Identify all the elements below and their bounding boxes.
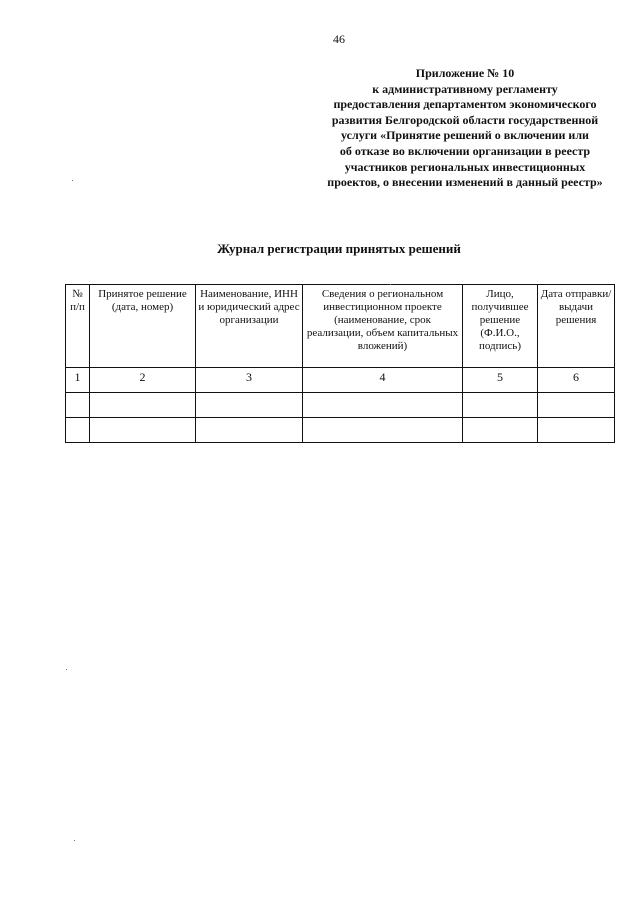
header-cell-number: № п/п	[66, 285, 90, 368]
appendix-line: об отказе во включении организации в реестр	[339, 143, 591, 158]
column-number: 6	[538, 368, 615, 393]
table-cell	[303, 418, 463, 443]
table-cell	[66, 418, 90, 443]
table-row-empty	[66, 418, 615, 443]
table-cell	[90, 393, 196, 418]
appendix-title: Приложение № 10	[415, 66, 515, 80]
column-number: 5	[463, 368, 538, 393]
column-number: 3	[196, 368, 303, 393]
column-number: 1	[66, 368, 90, 393]
page-number: 46	[333, 32, 345, 46]
journal-title: Журнал регистрации принятых решений	[217, 241, 461, 256]
appendix-line: развития Белгородской области государственной	[331, 112, 599, 127]
scan-speck	[72, 180, 73, 181]
table-cell	[196, 393, 303, 418]
table-cell	[538, 418, 615, 443]
table-header-row	[66, 285, 615, 368]
table-cell	[463, 393, 538, 418]
table-cell	[538, 393, 615, 418]
header-cell-date: Дата отправки/ выдачи решения	[538, 285, 615, 368]
table-row-empty	[66, 393, 615, 418]
scan-speck	[390, 284, 391, 285]
table-cell	[90, 418, 196, 443]
scan-speck	[66, 669, 67, 670]
appendix-header	[300, 66, 630, 191]
appendix-line: к административному регламенту	[372, 81, 558, 96]
table-cell	[196, 418, 303, 443]
appendix-line: предоставления департаментом экономического	[333, 97, 597, 112]
table-cell	[66, 393, 90, 418]
table-cell	[303, 393, 463, 418]
column-number: 2	[90, 368, 196, 393]
appendix-line: проектов, о внесении изменений в данный реестр»	[327, 175, 603, 190]
header-cell-project: Сведения о региональном инвестиционном проекте (наименование, срок реализации, объем капитальных вложений)	[303, 285, 463, 368]
journal-table	[65, 284, 615, 443]
appendix-line: участников региональных инвестиционных	[344, 159, 586, 174]
header-cell-organization: Наименование, ИНН и юридический адрес организации	[196, 285, 303, 368]
header-cell-decision: Принятое решение (дата, номер)	[90, 285, 196, 368]
table-cell	[463, 418, 538, 443]
column-number: 4	[303, 368, 463, 393]
scan-speck	[74, 840, 75, 841]
header-cell-recipient: Лицо, получившее решение (Ф.И.О., подпись)	[463, 285, 538, 368]
appendix-line: услуги «Принятие решений о включении или	[341, 128, 589, 143]
column-number-row	[66, 368, 615, 393]
